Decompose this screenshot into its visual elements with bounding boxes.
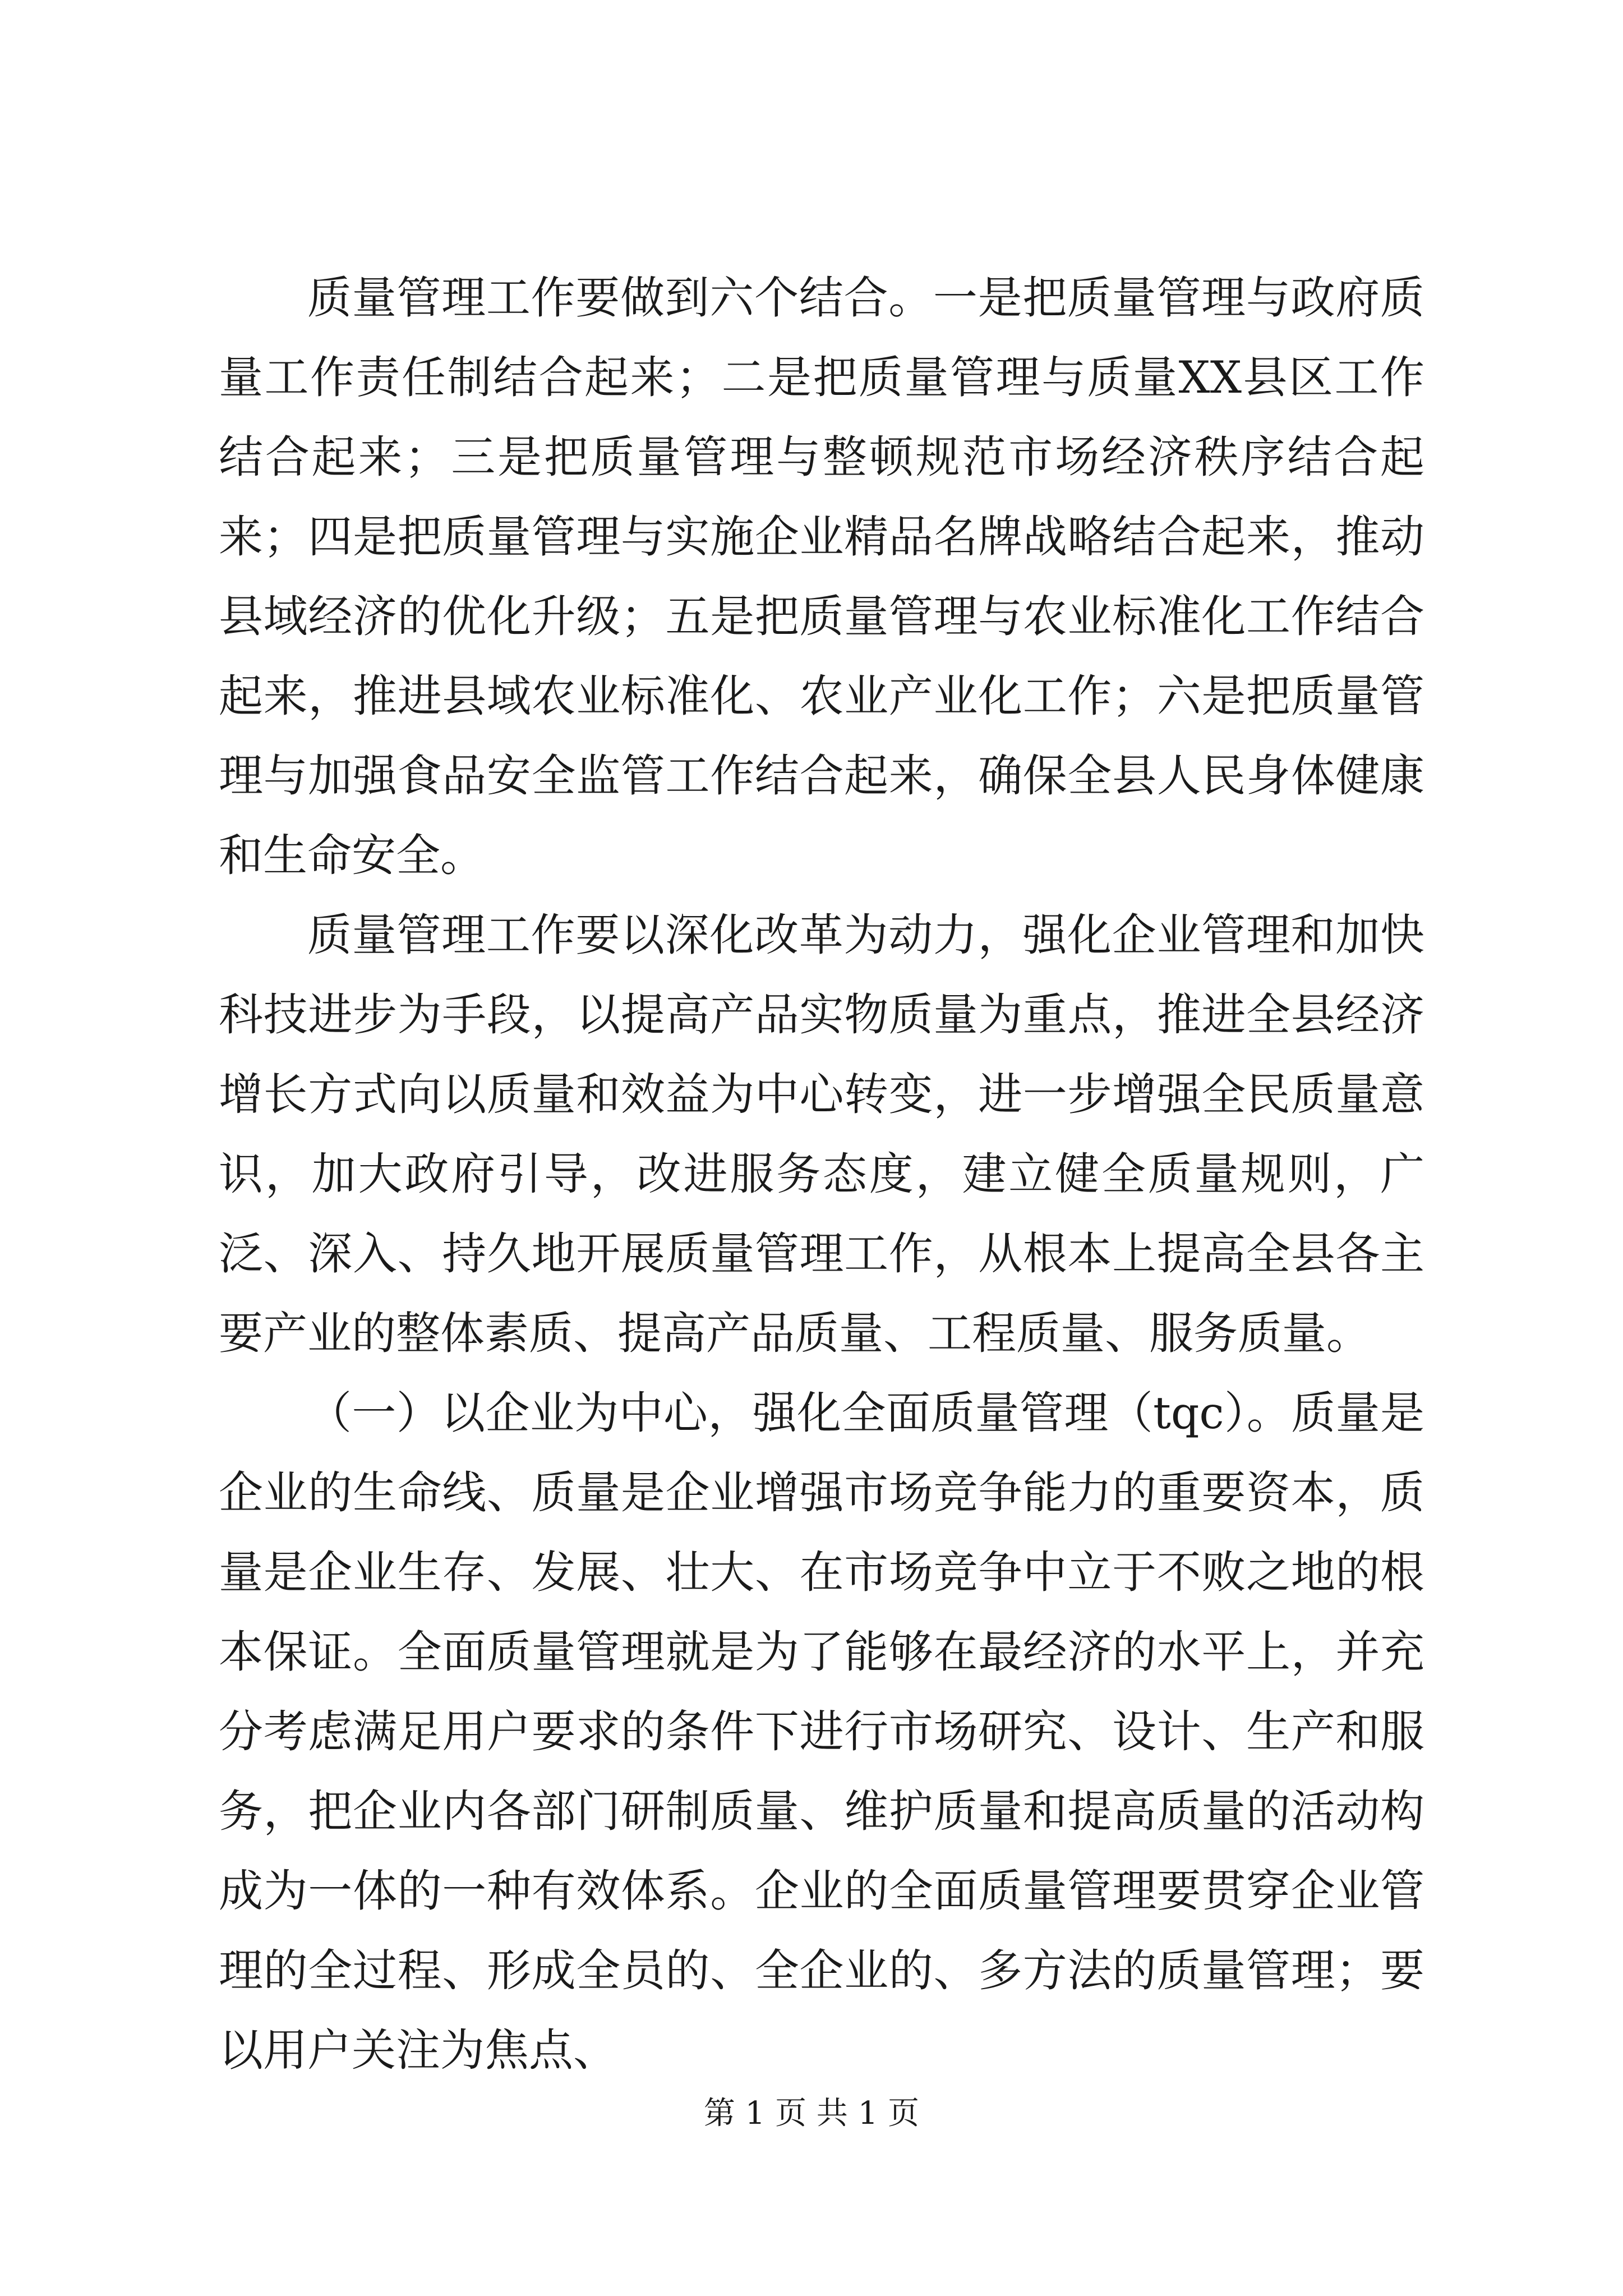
document-body [219,258,1424,2090]
paragraph-1: 质量管理工作要做到六个结合。一是把质量管理与政府质量工作责任制结合起来；二是把质量管理与质量XX县区工作结合起来；三是把质量管理与整顿规范市场经济秩序结合起来；四是把质量管理与实施企业精品名牌战略结合起来，推动县域经济的优化升级；五是把质量管理与农业标准化工作结合起来，推进县域农业标准化、农业产业化工作；六是把质量管理与加强食品安全监管工作结合起来，确保全县人民身体健康和生命安全。 [219,272,1424,881]
paragraph-2: 质量管理工作要以深化改革为动力，强化企业管理和加快科技进步为手段，以提高产品实物质量为重点，推进全县经济增长方式向以质量和效益为中心转变，进一步增强全民质量意识，加大政府引导，改进服务态度，建立健全质量规则，广泛、深入、持久地开展质量管理工作，从根本上提高全县各主要产业的整体素质、提高产品质量、工程质量、服务质量。 [219,909,1424,1359]
paragraph-3: （一）以企业为中心，强化全面质量管理（tqc）。质量是企业的生命线、质量是企业增强市场竞争能力的重要资本，质量是企业生存、发展、壮大、在市场竞争中立于不败之地的根本保证。全面质量管理就是为了能够在最经济的水平上，并充分考虑满足用户要求的条件下进行市场研究、设计、生产和服务，把企业内各部门研制质量、维护质量和提高质量的活动构成为一体的一种有效体系。企业的全面质量管理要贯穿企业管理的全过程、形成全员的、全企业的、多方法的质量管理；要以用户关注为焦点、 [219,1387,1424,2076]
page-footer: 第 1 页 共 1 页 [703,2095,920,2132]
